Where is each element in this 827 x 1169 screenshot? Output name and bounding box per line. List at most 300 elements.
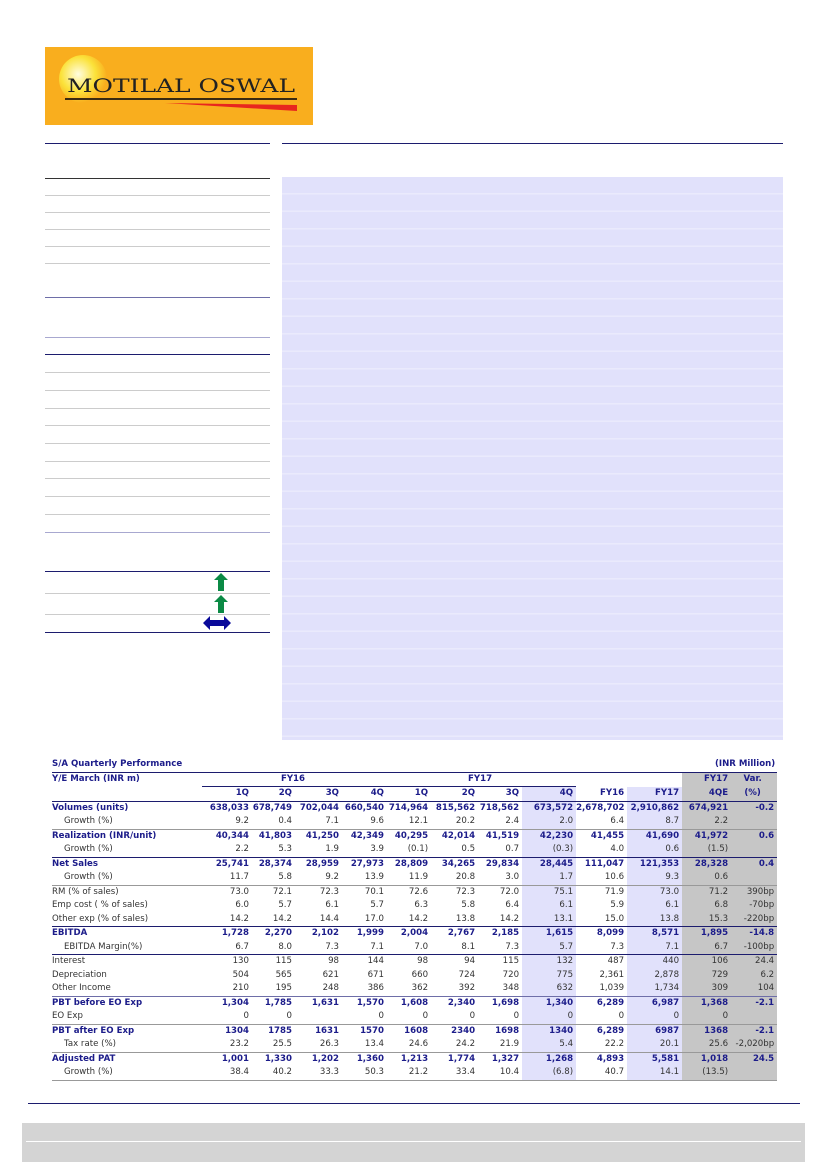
table-cell: 638,033	[202, 801, 252, 815]
table-cell: 718,562	[478, 801, 522, 815]
table-cell: 1,368	[682, 996, 731, 1010]
table-cell: 24.6	[408, 1039, 429, 1049]
table-cell: 5,581	[627, 1052, 682, 1066]
table-cell: 309	[682, 982, 731, 996]
table-cell: 132	[522, 955, 576, 969]
table-cell: 115	[252, 955, 295, 969]
table-cell: 41,690	[627, 829, 682, 843]
table-cell: 6,289	[576, 996, 627, 1010]
row-label: EBITDA	[52, 927, 202, 941]
table-cell: 72.6	[387, 885, 431, 899]
table-cell	[731, 1010, 777, 1024]
table-cell: 10.6	[604, 872, 625, 882]
logo-text: MOTILAL OSWAL	[67, 75, 296, 97]
table-row	[52, 1066, 777, 1080]
table-cell: 2,185	[478, 927, 522, 941]
table-cell: 104	[731, 982, 777, 996]
table-cell: 7.3	[610, 941, 625, 952]
table-cell: 1,698	[478, 996, 522, 1010]
table-cell: -70bp	[731, 899, 777, 913]
column-header: 1Q	[235, 788, 249, 798]
table-cell: 38.4	[202, 1066, 252, 1080]
table-cell: 20.8	[455, 872, 476, 882]
table-cell: 14.2	[408, 913, 429, 924]
table-cell: 6.2	[731, 969, 777, 983]
table-cell: 1,360	[342, 1052, 387, 1066]
table-cell: 28,959	[295, 857, 342, 871]
group-header-fy16: FY16	[202, 772, 387, 787]
table-cell: (0.1)	[407, 844, 429, 854]
table-cell: 13.1	[522, 913, 576, 927]
quarterly-performance-table	[52, 758, 777, 1081]
table-cell: 440	[627, 955, 682, 969]
divider	[45, 461, 270, 462]
row-label: Growth (%)	[52, 1066, 202, 1080]
table-cell: 98	[295, 955, 342, 969]
table-cell: 8.7	[627, 815, 682, 829]
table-cell: 115	[478, 955, 522, 969]
table-cell: 0	[682, 1010, 731, 1024]
group-header-fy17e: FY17	[682, 772, 731, 787]
table-cell: 1,734	[627, 982, 682, 996]
table-cell: 25.6	[682, 1038, 731, 1052]
table-cell: 210	[232, 983, 249, 993]
row-label: Realization (INR/unit)	[52, 829, 202, 843]
table-cell	[295, 1010, 342, 1024]
table-cell: 42,230	[522, 829, 576, 843]
table-row	[52, 1052, 777, 1066]
table-cell: (13.5)	[682, 1066, 731, 1080]
table-row	[52, 1010, 777, 1024]
table-cell: 1,895	[682, 927, 731, 941]
table-cell: 7.1	[370, 941, 384, 952]
divider	[45, 425, 270, 426]
table-cell: 9.2	[235, 816, 249, 826]
table-cell: 25.5	[272, 1039, 292, 1049]
table-cell: 41,250	[295, 829, 342, 843]
table-cell: 1570	[342, 1024, 387, 1038]
table-cell: 1340	[522, 1024, 576, 1038]
divider	[45, 514, 270, 515]
row-header-label: Y/E March (INR m)	[52, 773, 140, 784]
table-cell: 7.3	[505, 941, 520, 952]
row-label: Growth (%)	[64, 816, 113, 826]
table-cell: 0.6	[627, 843, 682, 857]
table-cell: 33.3	[295, 1066, 342, 1080]
table-row	[52, 982, 777, 996]
table-cell: 702,044	[295, 801, 342, 815]
table-cell: 1,340	[522, 996, 576, 1010]
table-cell: 5.7	[522, 941, 576, 955]
table-cell: 75.1	[522, 885, 576, 899]
table-cell: 8.1	[461, 941, 476, 952]
table-cell: 1631	[295, 1024, 342, 1038]
row-label: Emp cost ( % of sales)	[52, 900, 148, 910]
table-cell: 70.1	[342, 885, 387, 899]
divider	[45, 571, 270, 572]
footer-divider	[28, 1103, 800, 1104]
table-cell: 28,374	[252, 857, 295, 871]
table-cell: 2,102	[295, 927, 342, 941]
divider	[45, 178, 270, 179]
table-cell: 7.1	[627, 941, 682, 955]
table-cell: 94	[431, 955, 478, 969]
table-cell: 5.8	[461, 900, 476, 910]
table-cell: 0	[513, 1011, 520, 1021]
table-cell: 24.2	[455, 1039, 476, 1049]
table-cell: 1,327	[478, 1052, 522, 1066]
table-cell: 1785	[252, 1024, 295, 1038]
divider	[45, 337, 270, 338]
table-cell	[731, 1066, 777, 1080]
table-cell: 1,330	[252, 1052, 295, 1066]
table-cell: 7.0	[414, 941, 429, 952]
table-cell: 1,728	[202, 927, 252, 941]
table-row	[52, 941, 777, 955]
table-cell: 6987	[627, 1024, 682, 1038]
table-cell: 71.9	[576, 885, 627, 899]
table-cell: 5.7	[278, 900, 292, 910]
table-cell: 13.8	[455, 913, 476, 924]
divider	[45, 593, 270, 594]
table-cell: 7.3	[325, 941, 339, 952]
table-cell: 6,289	[576, 1024, 627, 1038]
table-cell: 9.3	[627, 871, 682, 885]
table-cell: 0	[378, 1011, 384, 1021]
table-cell: 775	[522, 969, 576, 983]
table-cell: 71.2	[682, 885, 731, 899]
summary-panel	[282, 177, 783, 740]
divider	[45, 195, 270, 196]
table-cell: 1,202	[295, 1052, 342, 1066]
table-cell: 6.1	[522, 899, 576, 913]
table-cell: 5.4	[522, 1038, 576, 1052]
table-row	[52, 815, 777, 829]
table-cell: 42,014	[431, 829, 478, 843]
row-label: Net Sales	[52, 857, 202, 871]
divider	[45, 478, 270, 479]
table-cell: 1304	[202, 1024, 252, 1038]
column-header: 1Q	[414, 788, 429, 798]
column-header: 4Q	[522, 787, 576, 802]
column-header: 2Q	[278, 788, 292, 798]
table-cell: 5.7	[370, 900, 384, 910]
table-cell: 724	[458, 969, 476, 980]
table-cell: 1,018	[682, 1052, 731, 1066]
up-arrow-icon	[211, 594, 231, 614]
table-cell: 27,973	[342, 857, 387, 871]
table-cell: 1,001	[202, 1052, 252, 1066]
table-cell: 20.1	[627, 1038, 682, 1052]
table-row	[52, 955, 777, 969]
table-cell: 8,571	[627, 927, 682, 941]
row-label: Interest	[52, 955, 202, 969]
table-cell: 8.0	[278, 941, 292, 952]
table-cell: 98	[387, 955, 431, 969]
table-cell: 1608	[387, 1024, 431, 1038]
divider	[45, 297, 270, 298]
table-cell: 1,039	[599, 983, 625, 993]
table-cell: 4,893	[576, 1052, 627, 1066]
table-cell: -0.2	[731, 801, 777, 815]
table-cell: 72.3	[431, 885, 478, 899]
table-cell: 41,455	[576, 829, 627, 843]
table-cell: 6.0	[235, 900, 249, 910]
table-cell: 0	[286, 1011, 292, 1021]
table-cell: 0.6	[731, 829, 777, 843]
table-cell	[731, 843, 777, 857]
table-cell: 24.5	[731, 1052, 777, 1066]
table-cell: 42,349	[342, 829, 387, 843]
column-header: FY16	[600, 787, 625, 798]
footer-inner-divider	[26, 1141, 801, 1142]
table-cell: 14.4	[319, 913, 339, 924]
table-cell: 1,999	[342, 927, 387, 941]
table-cell: 673,572	[522, 801, 576, 815]
row-label: Adjusted PAT	[52, 1052, 202, 1066]
table-row	[52, 969, 777, 983]
row-label: Tax rate (%)	[64, 1039, 116, 1049]
table-cell: 130	[202, 955, 252, 969]
divider	[45, 443, 270, 444]
table-cell: 0	[422, 1011, 429, 1021]
column-header: (%)	[731, 787, 777, 802]
table-cell	[731, 815, 777, 829]
table-cell: 11.7	[229, 872, 249, 882]
table-cell: 40,344	[202, 829, 252, 843]
table-cell: (6.8)	[522, 1066, 576, 1080]
table-cell: 815,562	[431, 801, 478, 815]
table-cell: 13.8	[627, 913, 682, 927]
table-cell: 714,964	[387, 801, 431, 815]
table-cell: 25,741	[202, 857, 252, 871]
table-cell: 348	[502, 983, 520, 993]
divider	[45, 390, 270, 391]
table-cell: 2,270	[252, 927, 295, 941]
divider	[45, 614, 270, 615]
group-header-fy17: FY17	[387, 772, 576, 787]
table-cell: 15.0	[604, 913, 625, 924]
table-cell: 41,519	[478, 829, 522, 843]
divider	[45, 496, 270, 497]
table-cell: 195	[275, 983, 292, 993]
table-cell: 671	[367, 969, 384, 980]
table-cell: 2.2	[682, 815, 731, 829]
table-cell: 0	[469, 1011, 476, 1021]
table-cell: 121,353	[627, 857, 682, 871]
table-cell: 1368	[682, 1024, 731, 1038]
table-cell: 1,785	[252, 996, 295, 1010]
table-cell: 17.0	[364, 913, 384, 924]
table-cell: 0.4	[731, 857, 777, 871]
table-row	[52, 871, 777, 885]
table-cell: 24.4	[731, 955, 777, 969]
table-cell: 392	[458, 983, 476, 993]
table-cell: 14.1	[627, 1066, 682, 1080]
var-header: Var.	[731, 772, 777, 787]
table-cell: 144	[342, 955, 387, 969]
table-cell: 72.1	[252, 885, 295, 899]
divider	[45, 229, 270, 230]
table-cell: 14.2	[272, 913, 292, 924]
table-cell: -2.1	[731, 1024, 777, 1038]
table-cell: 6.7	[682, 941, 731, 955]
table-title: S/A Quarterly Performance	[52, 759, 183, 769]
table-cell: 6.1	[325, 900, 339, 910]
table-cell: 10.4	[478, 1066, 522, 1080]
motilal-oswal-logo	[45, 47, 313, 125]
table-cell: 0.6	[682, 871, 731, 885]
table-row	[52, 843, 777, 857]
table-row	[52, 1024, 777, 1038]
table-cell: 0	[618, 1011, 625, 1021]
up-arrow-icon	[211, 572, 231, 592]
table-cell: 13.9	[364, 872, 384, 882]
divider	[45, 246, 270, 247]
table-cell: 386	[367, 983, 384, 993]
table-cell	[731, 871, 777, 885]
table-cell: 21.2	[387, 1066, 431, 1080]
table-row	[52, 857, 777, 871]
table-cell: 5.9	[610, 900, 625, 910]
table-cell: (0.3)	[522, 843, 576, 857]
table-cell: 390bp	[731, 885, 777, 899]
table-cell: 22.2	[604, 1039, 625, 1049]
table-cell: 9.2	[325, 872, 339, 882]
table-cell: 33.4	[431, 1066, 478, 1080]
divider	[45, 408, 270, 409]
table-cell: -2,020bp	[731, 1038, 777, 1052]
table-cell: 660,540	[342, 801, 387, 815]
table-cell: 73.0	[627, 885, 682, 899]
column-header: 3Q	[325, 788, 339, 798]
table-cell: 6.3	[414, 900, 429, 910]
row-label: Depreciation	[52, 969, 107, 980]
table-cell: 2,878	[627, 969, 682, 983]
table-row	[52, 801, 777, 815]
table-cell: 34,265	[431, 857, 478, 871]
table-cell: 13.4	[364, 1039, 384, 1049]
table-cell: 487	[576, 955, 627, 969]
table-cell: 3.9	[370, 844, 384, 854]
table-cell: 0.4	[278, 816, 292, 826]
table-cell: 8,099	[576, 927, 627, 941]
table-cell: 632	[522, 982, 576, 996]
row-label: Other Income	[52, 983, 111, 993]
table-cell: 72.3	[295, 885, 342, 899]
table-cell: (1.5)	[682, 843, 731, 857]
table-cell: 2,767	[431, 927, 478, 941]
table-cell: 5.3	[278, 844, 292, 854]
table-cell: 565	[275, 969, 292, 980]
table-cell: 21.9	[499, 1039, 520, 1049]
table-cell: 11.9	[408, 872, 429, 882]
table-cell: 2,361	[599, 969, 625, 980]
column-header: 3Q	[505, 788, 520, 798]
divider	[45, 143, 270, 144]
row-label: Volumes (units)	[52, 801, 202, 815]
table-cell: 2.0	[522, 815, 576, 829]
table-cell: 41,803	[252, 829, 295, 843]
table-cell: 1,615	[522, 927, 576, 941]
table-cell: 1.7	[522, 871, 576, 885]
table-cell: 28,809	[387, 857, 431, 871]
table-cell: 2,678,702	[576, 801, 627, 815]
table-row	[52, 885, 777, 899]
table-cell: 26.3	[319, 1039, 339, 1049]
table-cell: 29,834	[478, 857, 522, 871]
table-cell: 1.9	[325, 844, 339, 854]
table-cell: 6.7	[235, 941, 249, 952]
divider	[45, 532, 270, 533]
table-cell: 0	[627, 1010, 682, 1024]
table-cell: 2,004	[387, 927, 431, 941]
table-cell: -2.1	[731, 996, 777, 1010]
table-row	[52, 913, 777, 927]
table-unit: (INR Million)	[714, 759, 776, 769]
divider	[45, 632, 270, 633]
column-header: 4Q	[370, 788, 384, 798]
table-cell: 2.2	[235, 844, 249, 854]
table-cell: 678,749	[252, 801, 295, 815]
table-cell: 362	[411, 983, 429, 993]
footer-bar	[22, 1123, 805, 1162]
row-label: Growth (%)	[64, 844, 113, 854]
table-cell: 7.1	[325, 816, 339, 826]
row-label: RM (% of sales)	[52, 885, 202, 899]
divider	[45, 263, 270, 264]
table-cell: 2340	[431, 1024, 478, 1038]
column-header: FY17	[627, 787, 682, 802]
table-cell: 28,328	[682, 857, 731, 871]
table-cell: 0.7	[505, 844, 520, 854]
table-cell: 0.5	[461, 844, 476, 854]
table-cell: 0	[243, 1011, 249, 1021]
table-cell: 1,570	[342, 996, 387, 1010]
table-cell: 1,631	[295, 996, 342, 1010]
table-cell: 28,445	[522, 857, 576, 871]
table-row	[52, 899, 777, 913]
table-cell: 1,774	[431, 1052, 478, 1066]
divider	[45, 212, 270, 213]
table-cell: 15.3	[682, 913, 731, 927]
table-cell: 1,213	[387, 1052, 431, 1066]
table-cell: 0	[522, 1010, 576, 1024]
table-cell: -14.8	[731, 927, 777, 941]
table-cell: 14.2	[229, 913, 249, 924]
column-header: 2Q	[461, 788, 476, 798]
table-cell: 12.1	[408, 816, 429, 826]
table-cell: 41,972	[682, 829, 731, 843]
table-cell: 3.0	[505, 872, 520, 882]
table-cell: 23.2	[229, 1039, 249, 1049]
table-cell: 504	[232, 969, 249, 980]
table-cell: 40.2	[252, 1066, 295, 1080]
table-cell: 5.8	[278, 872, 292, 882]
table-cell: 1,304	[202, 996, 252, 1010]
table-cell: 1698	[478, 1024, 522, 1038]
table-cell: 6.4	[505, 900, 520, 910]
table-cell: 1,608	[387, 996, 431, 1010]
table-cell: 4.0	[610, 844, 625, 854]
column-header: 4QE	[682, 787, 731, 802]
divider	[45, 354, 270, 355]
table-cell: -220bp	[731, 913, 777, 927]
table-cell: 106	[682, 955, 731, 969]
table-cell: 2,340	[431, 996, 478, 1010]
divider	[282, 143, 783, 144]
table-cell: 621	[322, 969, 339, 980]
